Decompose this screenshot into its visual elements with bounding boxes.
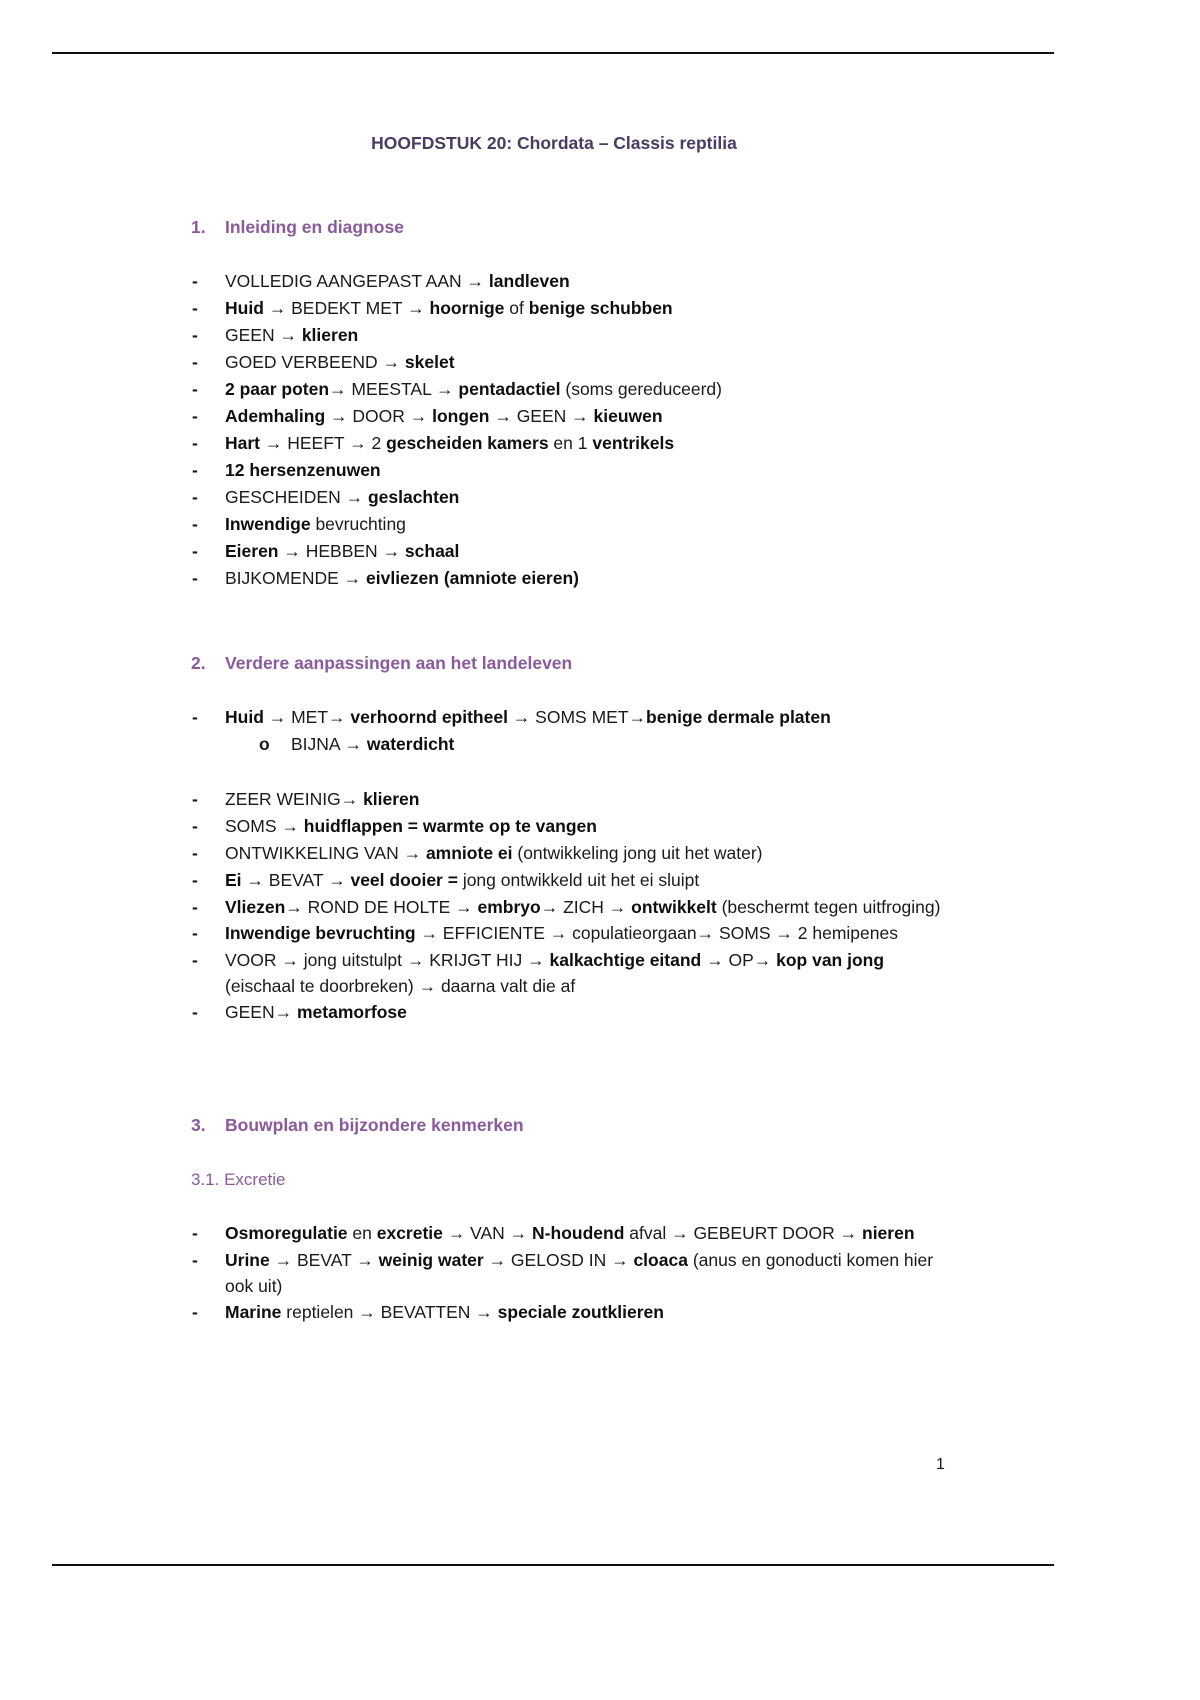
- text-run: ZICH →: [563, 897, 632, 917]
- bold-text: huidflappen = warmte op te vangen: [303, 816, 597, 836]
- text-run: MEESTAL →: [351, 379, 459, 399]
- list-item: [191, 538, 951, 565]
- bold-text: Marine: [225, 1302, 287, 1322]
- text-run: GEEN →: [516, 406, 594, 426]
- section-title-3: Bouwplan en bijzondere kenmerken: [225, 1115, 524, 1135]
- bold-text: → skelet: [382, 352, 455, 372]
- subsection-heading-3-1: 3.1. Excretie: [191, 1170, 286, 1189]
- page-number: 1: [936, 1456, 945, 1473]
- text-run: HEBBEN: [305, 541, 383, 561]
- text-run: ONTWIKKELING VAN →: [225, 843, 426, 863]
- list-item: [191, 457, 951, 484]
- text-run: en: [352, 1223, 377, 1243]
- bold-text: Huid →: [225, 298, 292, 318]
- list-item: [191, 894, 951, 920]
- text-run: SOMS →: [225, 816, 304, 836]
- bold-text: Vliezen→: [225, 897, 308, 917]
- list-item: [191, 349, 951, 376]
- text-run: VOOR → jong uitstulpt → KRIJGT HIJ →: [225, 950, 550, 970]
- text-run: BIJKOMENDE →: [225, 568, 366, 588]
- text-run: (eischaal te doorbreken) → daarna valt die af: [225, 976, 576, 996]
- list-item: [191, 1220, 951, 1247]
- list-item: [191, 376, 951, 403]
- text-run: of: [509, 298, 529, 318]
- list-item: [191, 1247, 951, 1299]
- section-title-1: Inleiding en diagnose: [225, 217, 404, 237]
- list-item: [191, 786, 951, 813]
- bold-text: klieren: [301, 325, 359, 345]
- bold-text: geslachten: [367, 487, 460, 507]
- list-item: [191, 813, 951, 840]
- bold-text: weinig water: [378, 1250, 489, 1270]
- text-run: BEDEKT MET: [291, 298, 408, 318]
- text-run: HEEFT → 2: [287, 433, 387, 453]
- bold-text: metamorfose: [296, 1002, 407, 1022]
- list-item: [191, 430, 951, 457]
- bold-text: benige dermale platen: [646, 707, 831, 727]
- list-item: [191, 295, 951, 322]
- text-run: OP→: [728, 950, 777, 970]
- text-run: → EFFICIENTE → copulatieorgaan→ SOMS → 2 hemipenes: [420, 923, 898, 943]
- section-2-list: [191, 704, 951, 1026]
- section-number-3: 3.: [191, 1115, 206, 1135]
- bold-text: Urine: [225, 1250, 275, 1270]
- bold-text: excretie: [376, 1223, 448, 1243]
- bold-text: Eieren →: [225, 541, 306, 561]
- text-run: (ontwikkeling jong uit het water): [517, 843, 763, 863]
- text-run: VOLLEDIG AANGEPAST AAN →: [225, 271, 489, 291]
- bold-text: kop van jong: [776, 950, 885, 970]
- bold-text: benige schubben: [528, 298, 673, 318]
- bold-text: veel dooier =: [350, 870, 463, 890]
- header-rule: [52, 52, 1054, 54]
- bold-text: Osmoregulatie: [225, 1223, 353, 1243]
- text-run: reptielen → BEVATTEN →: [286, 1302, 498, 1322]
- section-title-2: Verdere aanpassingen aan het landeleven: [225, 653, 573, 673]
- footer-rule: [52, 1564, 1054, 1566]
- bold-text: waterdicht: [366, 734, 455, 754]
- list-item: [191, 840, 951, 867]
- bold-text: ontwikkelt: [631, 897, 722, 917]
- list-item: [191, 322, 951, 349]
- bold-text: klieren: [363, 789, 420, 809]
- text-run: GEEN→: [225, 1002, 297, 1022]
- bold-text: verhoornd epitheel →: [350, 707, 536, 727]
- section-number-2: 2.: [191, 653, 206, 673]
- bold-text: speciale zoutklieren: [497, 1302, 664, 1322]
- bold-text: → schaal: [382, 541, 460, 561]
- section-heading-3: [191, 1115, 524, 1136]
- list-item: [191, 1299, 951, 1326]
- bold-text: 2 paar poten→: [225, 379, 352, 399]
- text-run: SOMS MET→: [535, 707, 647, 727]
- bold-text: eivliezen (amniote eieren): [366, 568, 579, 588]
- bold-text: cloaca: [633, 1250, 693, 1270]
- list-item: [191, 484, 951, 511]
- bold-text: landleven: [488, 271, 570, 291]
- bold-text: → embryo→: [455, 897, 564, 917]
- bold-text: pentadactiel: [458, 379, 566, 399]
- bold-text: 12 hersenzenuwen: [225, 460, 381, 480]
- section-3-list: [191, 1220, 951, 1326]
- bold-text: → nieren: [839, 1223, 915, 1243]
- bold-text: Inwendige bevruchting: [225, 923, 421, 943]
- list-item: [191, 403, 951, 430]
- list-item: [191, 867, 951, 894]
- bold-text: N-houdend: [532, 1223, 630, 1243]
- page-title: HOOFDSTUK 20: Chordata – Classis reptilia: [371, 133, 737, 153]
- bold-text: ventrikels: [592, 433, 675, 453]
- text-run: bevruchting: [315, 514, 406, 534]
- list-item: [191, 947, 951, 999]
- text-run: jong ontwikkeld uit het ei sluipt: [462, 870, 700, 890]
- text-run: GESCHEIDEN →: [225, 487, 368, 507]
- section-heading-2: [191, 653, 572, 674]
- section-number-1: 1.: [191, 217, 206, 237]
- text-run: afval → GEBEURT DOOR: [629, 1223, 840, 1243]
- section-1-list: [191, 268, 951, 592]
- text-run: DOOR →: [352, 406, 433, 426]
- list-item: [191, 999, 951, 1026]
- bold-text: Ei →: [225, 870, 269, 890]
- list-item: [191, 704, 951, 731]
- text-run: (anus en gonoducti komen hier ook uit): [225, 1250, 934, 1296]
- bold-text: longen →: [432, 406, 517, 426]
- text-run: en 1: [553, 433, 593, 453]
- bold-text: Ademhaling →: [225, 406, 353, 426]
- text-run: MET→: [291, 707, 351, 727]
- text-run: ROND DE HOLTE: [307, 897, 456, 917]
- list-item: [191, 920, 951, 947]
- section-heading-1: [191, 217, 404, 238]
- bold-text: Inwendige: [225, 514, 316, 534]
- text-run: (beschermt tegen uitfroging): [721, 897, 941, 917]
- text-run: GEEN →: [225, 325, 302, 345]
- bold-text: amniote ei: [425, 843, 518, 863]
- text-run: (soms gereduceerd): [565, 379, 722, 399]
- list-item: [191, 511, 951, 538]
- sub-list-item: [191, 731, 951, 758]
- text-run: ZEER WEINIG→: [225, 789, 364, 809]
- text-run: → VAN →: [447, 1223, 533, 1243]
- bold-text: gescheiden kamers: [386, 433, 554, 453]
- text-run: GOED VERBEEND: [225, 352, 383, 372]
- bold-text: Huid →: [225, 707, 292, 727]
- bold-text: → hoornige: [407, 298, 510, 318]
- bold-text: kieuwen: [593, 406, 663, 426]
- list-item: [191, 268, 951, 295]
- bold-text: kalkachtige eitand →: [549, 950, 729, 970]
- text-run: → GELOSD IN →: [488, 1250, 634, 1270]
- list-item: [191, 565, 951, 592]
- text-run: → BEVAT →: [274, 1250, 379, 1270]
- bold-text: Hart →: [225, 433, 288, 453]
- text-run: BEVAT →: [268, 870, 351, 890]
- text-run: BIJNA →: [291, 734, 367, 754]
